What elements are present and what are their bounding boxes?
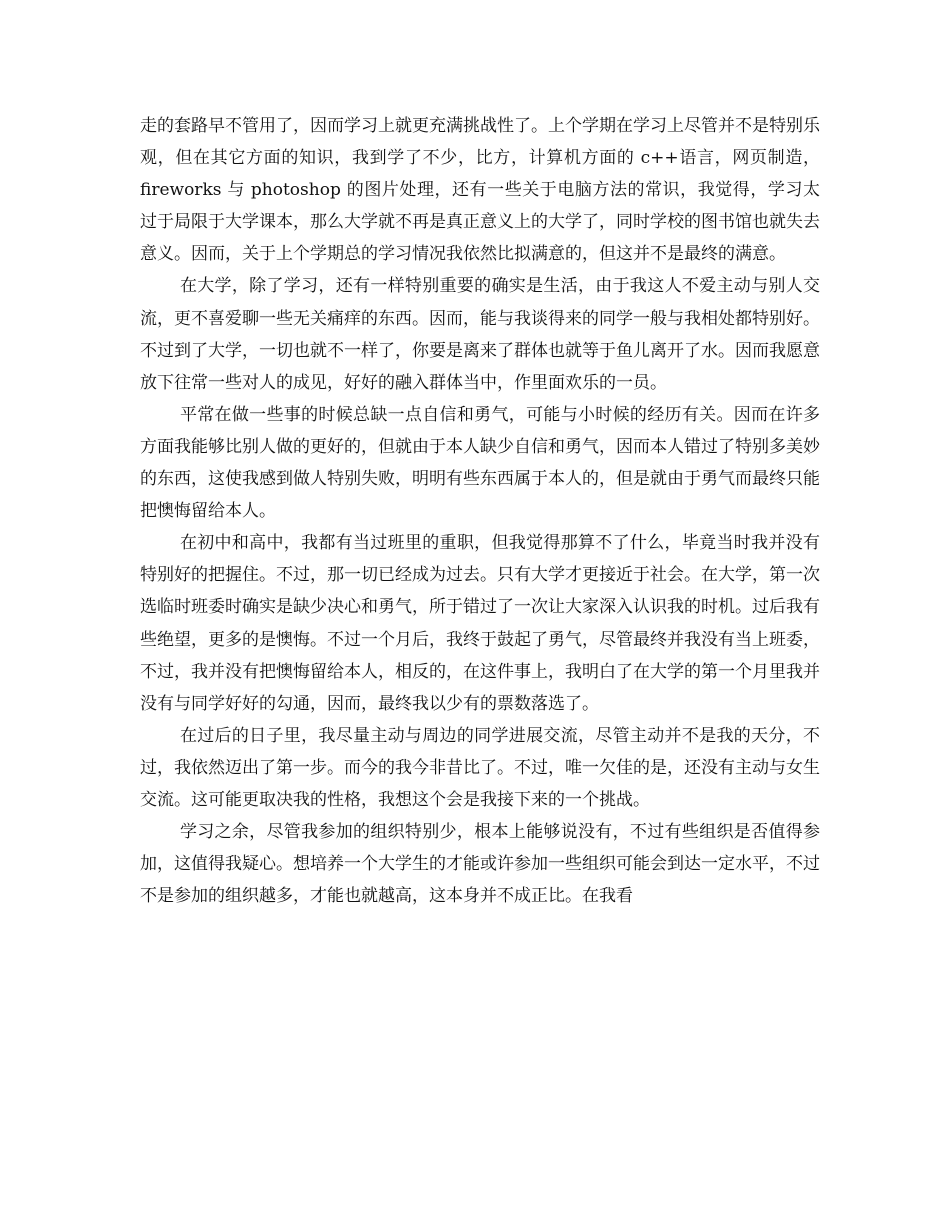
- paragraph-3: 平常在做一些事的时候总缺一点自信和勇气，可能与小时候的经历有关。因而在许多方面我能够比别人做的更好的，但就由于本人缺少自信和勇气，因而本人错过了特别多美妙的东西，这使我感到做人特别失败，明明有些东西属于本人的，但是就由于勇气而最终只能把懊悔留给本人。: [140, 404, 820, 522]
- paragraph-1: 走的套路早不管用了，因而学习上就更充满挑战性了。上个学期在学习上尽管并不是特别乐观，但在其它方面的知识，我到学了不少，比方，计算机方面的 c++语言，网页制造，fireworks 与 photoshop 的图片处理，还有一些关于电脑方法的常识，我觉得，学习太过于局限于大学课本，那么大学就不再是真正意义上的大学了，同时学校的图书馆也就失去意义。因而，关于上个学期总的学习情况我依然比拟满意的，但这并不是最终的满意。: [140, 116, 820, 265]
- document-body: [140, 110, 820, 912]
- paragraph-6: 学习之余，尽管我参加的组织特别少，根本上能够说没有，不过有些组织是否值得参加，这值得我疑心。想培养一个大学生的才能或许参加一些组织可能会到达一定水平，不过不是参加的组织越多，才能也就越高，这本身并不成正比。在我看: [140, 822, 820, 907]
- paragraph-5: 在过后的日子里，我尽量主动与周边的同学进展交流，尽管主动并不是我的天分，不过，我依然迈出了第一步。而今的我今非昔比了。不过，唯一欠佳的是，还没有主动与女生交流。这可能更取决我的性格，我想这个会是我接下来的一个挑战。: [140, 725, 820, 810]
- paragraph-2: 在大学，除了学习，还有一样特别重要的确实是生活，由于我这人不爱主动与别人交流，更不喜爱聊一些无关痛痒的东西。因而，能与我谈得来的同学一般与我相处都特别好。不过到了大学，一切也就不一样了，你要是离来了群体也就等于鱼儿离开了水。因而我愿意放下往常一些对人的成见，好好的融入群体当中，作里面欢乐的一员。: [140, 276, 820, 393]
- paragraph-4: 在初中和高中，我都有当过班里的重职，但我觉得那算不了什么，毕竟当时我并没有特别好的把握住。不过，那一切已经成为过去。只有大学才更接近于社会。在大学，第一次选临时班委时确实是缺少决心和勇气，所于错过了一次让大家深入认识我的时机。过后我有些绝望，更多的是懊悔。不过一个月后，我终于鼓起了勇气，尽管最终并我没有当上班委，不过，我并没有把懊悔留给本人，相反的，在这件事上，我明白了在大学的第一个月里我并没有与同学好好的勾通，因而，最终我以少有的票数落选了。: [140, 533, 820, 714]
